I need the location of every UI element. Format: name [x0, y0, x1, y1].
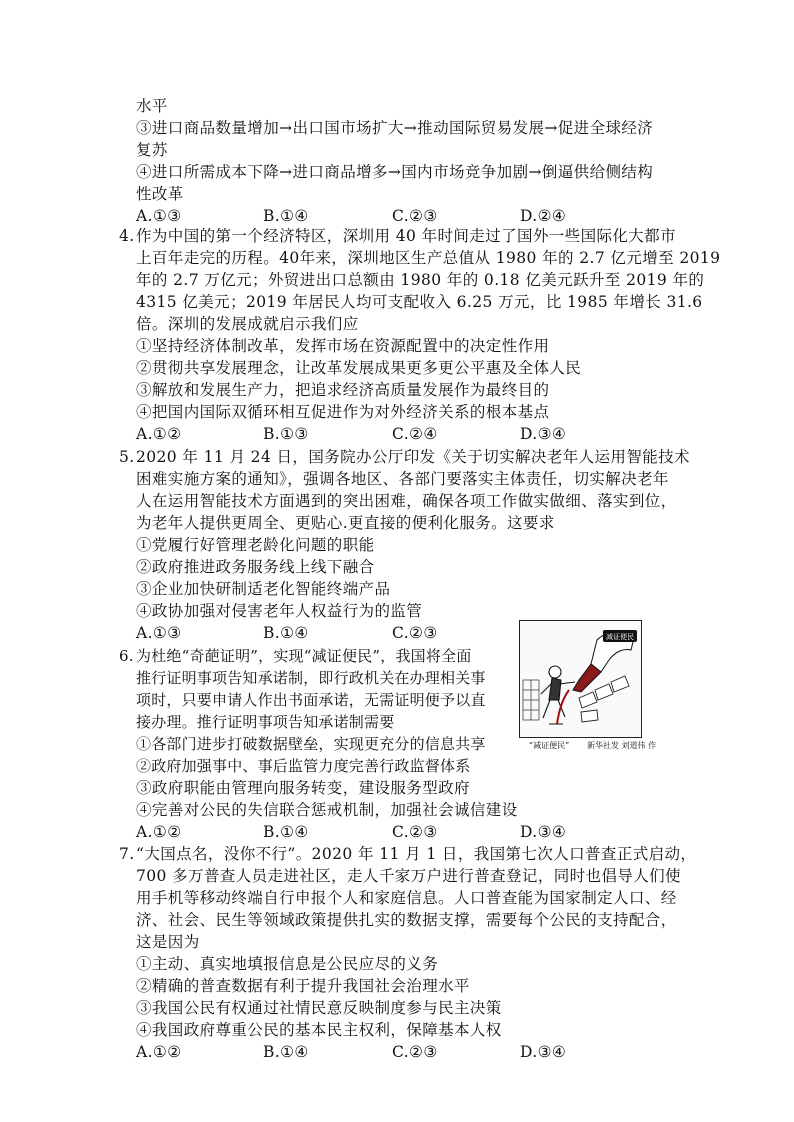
q3-continuation: 水平 — [136, 97, 168, 115]
q5-options — [0, 622, 794, 644]
q5-item: ④政协加强对侵害老年人权益行为的监管 — [136, 602, 423, 620]
q4-option-b: B.①③ — [263, 425, 309, 443]
q7-stem-line: 7. “大国点名，没你不行”。2020 年 11 月 1 日，我国第七次人口普查正式启动， — [119, 845, 697, 863]
q7-stem-line: 济、社会、民生等领域政策提供扎实的数据支撑，需要每个公民的支持配合， — [136, 911, 677, 929]
q4-option-a: A.①② — [136, 425, 182, 443]
q7-option-b: B.①④ — [263, 1043, 309, 1061]
q5-item: ①党履行好管理老龄化问题的职能 — [136, 536, 375, 554]
q7-item: ③我国公民有权通过社情民意反映制度参与民主决策 — [136, 999, 502, 1017]
sign-label — [603, 630, 637, 642]
q7-number: 7. — [119, 845, 135, 863]
q3-item-3: ③进口商品数量增加→出口国市场扩大→推动国际贸易发展→促进全球经济 — [136, 119, 654, 137]
q4-option-c: C.②④ — [392, 425, 438, 443]
q6-option-c: C.②③ — [392, 823, 438, 841]
q6-item: ①各部门进步打破数据壁垒，实现更充分的信息共享 — [136, 735, 486, 753]
q6-stem-line: 6. 为杜绝“奇葩证明”，实现“减证便民”，我国将全面 — [119, 647, 472, 665]
q3-options — [0, 205, 794, 227]
q3-item-4-cont: 性改革 — [136, 185, 184, 203]
q7-item: ②精确的普查数据有利于提升我国社会治理水平 — [136, 977, 470, 995]
q5-stem-line: 人在运用智能技术方面遇到的突出困难，确保各项工作做实做细、落实到位， — [136, 492, 677, 510]
q7-stem-line: 这是因为 — [136, 933, 200, 951]
q6-stem-line: 项时，只要申请人作出书面承诺，无需证明便予以直 — [136, 691, 486, 709]
q6-stem-line: 推行证明事项告知承诺制，即行政机关在办理相关事 — [136, 669, 486, 687]
q5-stem-line: 困难实施方案的通知》，强调各地区、各部门要落实主体责任，切实解决老年 — [136, 470, 669, 488]
q6-option-d: D.③④ — [520, 823, 567, 841]
q6-option-b: B.①④ — [263, 823, 309, 841]
q6-number: 6. — [119, 647, 134, 665]
q4-stem-line: 年的 2.7 万亿元；外贸进出口总额由 1980 年的 0.18 亿美元跃升至 2019 年的 — [136, 271, 705, 289]
q6-item: ②政府加强事中、事后监管力度完善行政监督体系 — [136, 757, 471, 775]
q5-option-c: C.②③ — [392, 624, 438, 642]
q4-stem-line: 4315 亿美元；2019 年居民人均可支配收入 6.25 万元，比 1985 年增长 31.6 — [136, 293, 703, 311]
cartoon-caption-credit: 新华社发 刘道伟 作 — [587, 741, 657, 750]
q4-option-d: D.③④ — [520, 425, 567, 443]
q5-option-b: B.①④ — [263, 624, 309, 642]
q7-option-d: D.③④ — [520, 1043, 567, 1061]
q5-stem-line: 5. 2020 年 11 月 24 日，国务院办公厅印发《关于切实解决老年人运用智能技术 — [119, 448, 690, 466]
q3-option-c: C.②③ — [392, 207, 438, 225]
q7-stem-line: 700 多万普查人员走进社区，走人千家万户进行普查登记，同时也倡导人们使 — [136, 867, 681, 885]
q3-option-d: D.②④ — [520, 207, 567, 225]
q4-item: ④把国内国际双循环相互促进作为对外经济关系的根本基点 — [136, 403, 550, 421]
q4-item: ③解放和发展生产力，把追求经济高质量发展作为最终目的 — [136, 381, 550, 399]
q3-item-4: ④进口所需成本下降→进口商品增多→国内市场竞争加剧→倒逼供给侧结构 — [136, 163, 654, 181]
q7-options — [0, 1041, 794, 1063]
q6-stem-line: 接办理。推行证明事项告知承诺制需要 — [136, 713, 395, 731]
q5-item: ②政府推进政务服务线上线下融合 — [136, 558, 375, 576]
q4-item: ②贯彻共享发展理念，让改革发展成果更多更公平惠及全体人民 — [136, 359, 582, 377]
q3-item-3-cont: 复苏 — [136, 141, 168, 159]
cartoon-sign-text: 减证便民 — [606, 633, 634, 641]
q4-stem-line: 倍。深圳的发展成就启示我们应 — [136, 315, 359, 333]
cartoon-illustration — [519, 620, 642, 738]
q7-item: ④我国政府尊重公民的基本民主权利，保障基本人权 — [136, 1021, 502, 1039]
q3-option-b: B.①④ — [263, 207, 309, 225]
q4-stem-line: 4. 作为中国的第一个经济特区，深圳用 40 年时间走过了国外一些国际化大都市 — [119, 227, 676, 245]
q3-option-a: A.①③ — [136, 207, 182, 225]
q5-item: ③企业加快研制适老化智能终端产品 — [136, 580, 391, 598]
q4-item: ①坚持经济体制改革，发挥市场在资源配置中的决定性作用 — [136, 337, 550, 355]
q7-stem-line: 用手机等移动终端自行申报个人和家庭信息。人口普查能为国家制定人口、经 — [136, 889, 677, 907]
cartoon-caption-title: “减证便民” — [529, 741, 570, 750]
q7-item: ①主动、真实地填报信息是公民应尽的义务 — [136, 955, 439, 973]
q4-options — [0, 423, 794, 445]
q7-option-c: C.②③ — [392, 1043, 438, 1061]
q6-option-a: A.①② — [136, 823, 182, 841]
q5-number: 5. — [119, 448, 135, 466]
q4-stem-line: 上百年走完的历程。40年来，深圳地区生产总值从 1980 年的 2.7 亿元增至 2019 — [136, 249, 721, 267]
q5-option-a: A.①③ — [136, 624, 182, 642]
q7-option-a: A.①② — [136, 1043, 182, 1061]
q6-item: ③政府职能由管理向服务转变，建设服务型政府 — [136, 779, 470, 797]
q5-stem-line: 为老年人提供更周全、更贴心.更直接的便利化服务。这要求 — [136, 514, 555, 532]
q6-options — [0, 821, 794, 843]
q6-item: ④完善对公民的失信联合惩戒机制，加强社会诚信建设 — [136, 801, 518, 819]
q4-number: 4. — [119, 227, 135, 245]
